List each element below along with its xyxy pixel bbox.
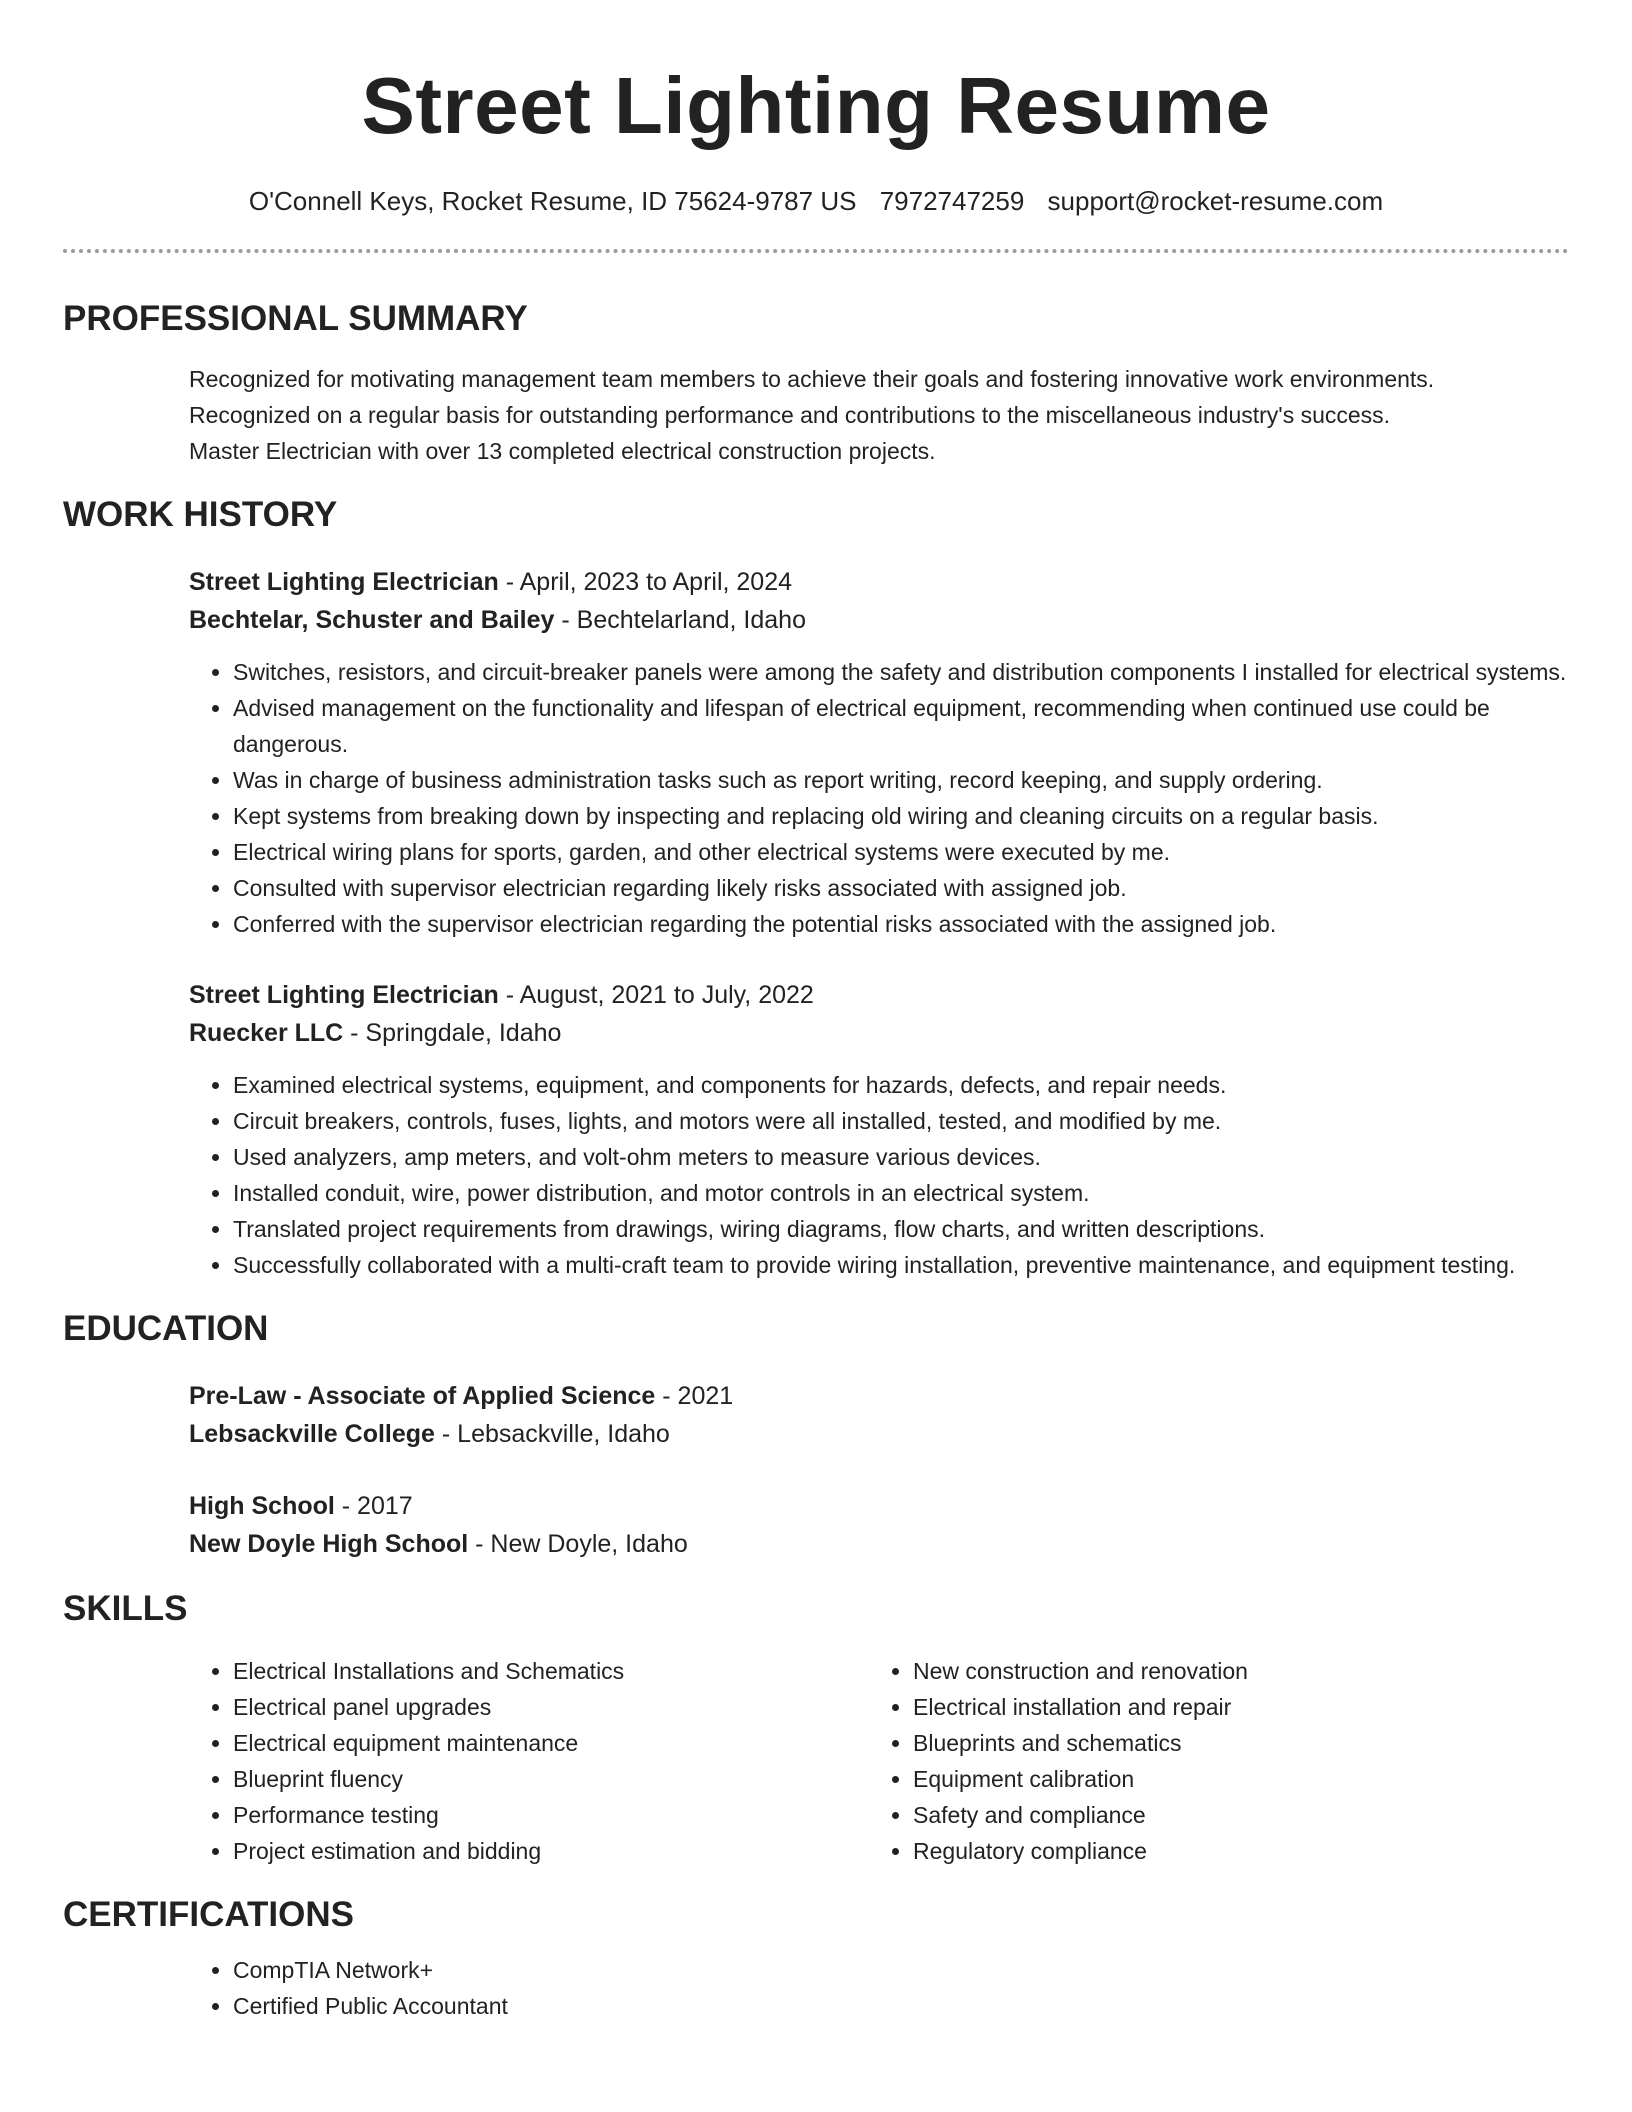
skill-item: • Performance testing [233, 1797, 913, 1833]
skills-columns [189, 1653, 1569, 1869]
job-dates: - April, 2023 to April, 2024 [498, 568, 793, 596]
contact-line [0, 184, 1632, 218]
job-duties-list [189, 1067, 1569, 1283]
skills-list-right [869, 1653, 1473, 1869]
job-company-line [189, 1014, 1569, 1052]
education-year: - 2021 [655, 1382, 734, 1410]
job-location: - Springdale, Idaho [343, 1019, 562, 1047]
job-duties-list [189, 654, 1569, 942]
resume-title: Street Lighting Resume [361, 61, 1271, 150]
skills-list-left [189, 1653, 913, 1869]
certifications-heading: CERTIFICATIONS [63, 1895, 355, 1934]
education-school-line [189, 1415, 1569, 1453]
skill-item: • New construction and renovation [913, 1653, 1473, 1689]
job-dates: - August, 2021 to July, 2022 [498, 981, 814, 1009]
job-title: Street Lighting Electrician [189, 568, 499, 596]
job-duty: • Conferred with the supervisor electrician regarding the potential risks associated with the assigned job. [233, 906, 1569, 942]
education-degree-line [189, 1377, 1569, 1415]
certification-item: • Certified Public Accountant [233, 1988, 1569, 2024]
education-section [0, 1307, 1632, 1563]
summary-line: Recognized on a regular basis for outstanding performance and contributions to the miscellaneous industry's success. [189, 402, 1391, 428]
skills-section [0, 1587, 1632, 1869]
summary-text [189, 361, 1569, 469]
education-year: - 2017 [334, 1492, 413, 1520]
summary-line: Recognized for motivating management team members to achieve their goals and fostering innovative work environments. [189, 366, 1435, 392]
education-heading: EDUCATION [63, 1309, 269, 1348]
job-company: Ruecker LLC [189, 1019, 344, 1047]
job-entry [0, 976, 1632, 1283]
work-history-section [0, 493, 1632, 1283]
contact-address: O'Connell Keys, Rocket Resume, ID 75624-9787 US [248, 186, 857, 216]
skill-item: • Electrical panel upgrades [233, 1689, 913, 1725]
job-duty: • Circuit breakers, controls, fuses, lights, and motors were all installed, tested, and modified by me. [233, 1103, 1569, 1139]
education-entry [0, 1377, 1632, 1453]
education-entry [0, 1487, 1632, 1563]
work-history-heading: WORK HISTORY [63, 495, 338, 534]
summary-line: Master Electrician with over 13 completed electrical construction projects. [189, 438, 936, 464]
certifications-section [0, 1893, 1632, 2024]
job-company-line [189, 601, 1569, 639]
skill-item: • Blueprints and schematics [913, 1725, 1473, 1761]
job-title: Street Lighting Electrician [189, 981, 499, 1009]
education-location: - New Doyle, Idaho [468, 1530, 688, 1558]
job-duty: • Advised management on the functionality and lifespan of electrical equipment, recommending when continued use could be dangerous. [233, 690, 1569, 762]
job-location: - Bechtelarland, Idaho [554, 606, 806, 634]
contact-phone: 7972747259 [879, 186, 1025, 216]
job-duty: • Electrical wiring plans for sports, garden, and other electrical systems were executed by me. [233, 834, 1569, 870]
job-duty: • Translated project requirements from drawings, wiring diagrams, flow charts, and written descriptions. [233, 1211, 1569, 1247]
contact-email: support@rocket-resume.com [1047, 186, 1384, 216]
education-school: New Doyle High School [189, 1530, 469, 1558]
job-duty: • Consulted with supervisor electrician regarding likely risks associated with assigned job. [233, 870, 1569, 906]
skills-heading: SKILLS [63, 1589, 188, 1628]
certifications-list [189, 1952, 1569, 2024]
job-entry [0, 563, 1632, 942]
skill-item: • Project estimation and bidding [233, 1833, 913, 1869]
job-title-line [189, 563, 1569, 601]
education-school: Lebsackville College [189, 1420, 435, 1448]
education-location: - Lebsackville, Idaho [434, 1420, 670, 1448]
job-duty: • Switches, resistors, and circuit-breaker panels were among the safety and distribution components I installed for electrical systems. [233, 654, 1569, 690]
summary-heading: PROFESSIONAL SUMMARY [63, 299, 528, 338]
header-divider [63, 249, 1569, 253]
skill-item: • Equipment calibration [913, 1761, 1473, 1797]
job-company: Bechtelar, Schuster and Bailey [189, 606, 555, 634]
job-duty: • Installed conduit, wire, power distribution, and motor controls in an electrical system. [233, 1175, 1569, 1211]
education-school-line [189, 1525, 1569, 1563]
skill-item: • Electrical installation and repair [913, 1689, 1473, 1725]
certification-item: • CompTIA Network+ [233, 1952, 1569, 1988]
job-duty: • Examined electrical systems, equipment, and components for hazards, defects, and repair needs. [233, 1067, 1569, 1103]
skill-item: • Electrical Installations and Schematics [233, 1653, 913, 1689]
job-duty: • Successfully collaborated with a multi-craft team to provide wiring installation, preventive maintenance, and equipment testing. [233, 1247, 1569, 1283]
skill-item: • Safety and compliance [913, 1797, 1473, 1833]
education-degree: High School [189, 1492, 335, 1520]
job-title-line [189, 976, 1569, 1014]
job-duty: • Kept systems from breaking down by inspecting and replacing old wiring and cleaning circuits on a regular basis. [233, 798, 1569, 834]
skill-item: • Blueprint fluency [233, 1761, 913, 1797]
skill-item: • Regulatory compliance [913, 1833, 1473, 1869]
job-duty: • Used analyzers, amp meters, and volt-ohm meters to measure various devices. [233, 1139, 1569, 1175]
education-degree: Pre-Law - Associate of Applied Science [189, 1382, 656, 1410]
skill-item: • Electrical equipment maintenance [233, 1725, 913, 1761]
education-degree-line [189, 1487, 1569, 1525]
job-duty: • Was in charge of business administration tasks such as report writing, record keeping, and supply ordering. [233, 762, 1569, 798]
